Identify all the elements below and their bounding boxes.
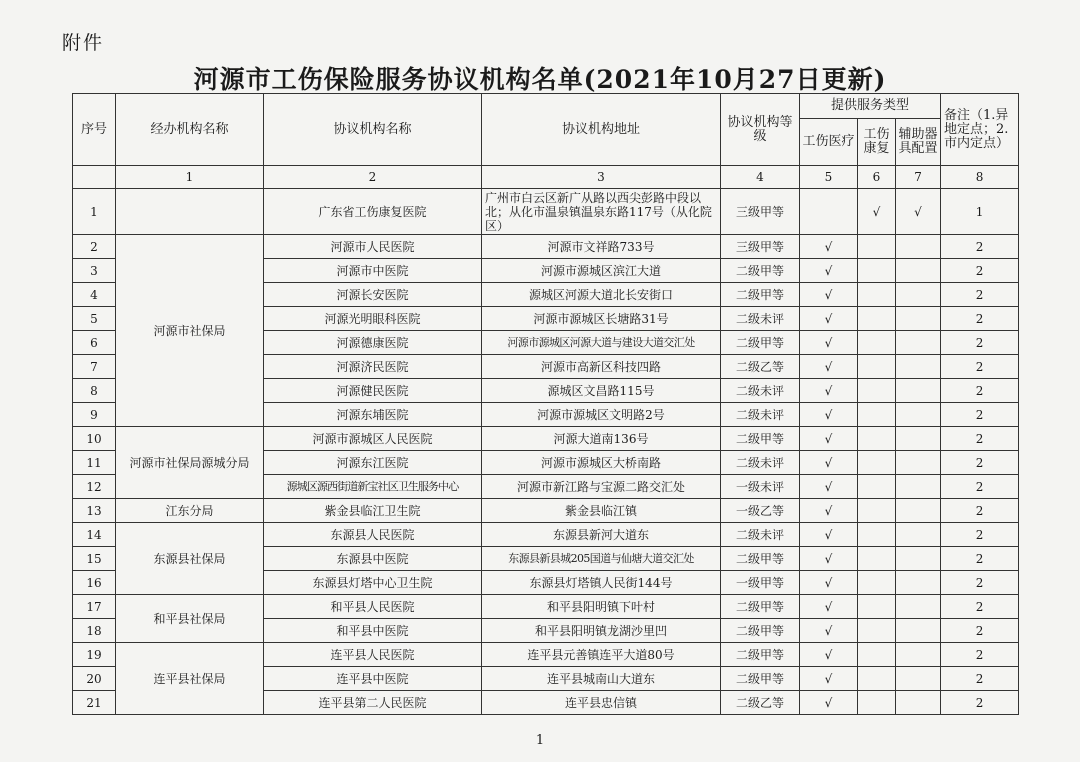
institution-address: 东源县新县城205国道与仙塘大道交汇处: [482, 547, 721, 571]
institution-address: 河源市源城区文明路2号: [482, 403, 721, 427]
institution-table: [72, 93, 1019, 715]
institution-level: 二级未评: [721, 379, 800, 403]
institution-address: 连平县城南山大道东: [482, 667, 721, 691]
institution-address: 广州市白云区新广从路以西尖彭路中段以北；从化市温泉镇温泉东路117号（从化院区）: [482, 189, 721, 235]
institution-name: 河源市人民医院: [264, 235, 482, 259]
note-value: 2: [941, 259, 1019, 283]
note-value: 2: [941, 643, 1019, 667]
agency-cell: 河源市社保局: [116, 235, 264, 427]
row-no: 13: [73, 499, 116, 523]
note-value: 2: [941, 403, 1019, 427]
institution-level: 一级乙等: [721, 499, 800, 523]
note-value: 2: [941, 619, 1019, 643]
institution-name: 连平县人民医院: [264, 643, 482, 667]
institution-address: 东源县灯塔镇人民街144号: [482, 571, 721, 595]
column-number: 7: [896, 166, 941, 189]
institution-name: 河源健民医院: [264, 379, 482, 403]
table-row: [73, 235, 1019, 259]
institution-level: 二级甲等: [721, 643, 800, 667]
header-address: 协议机构地址: [482, 94, 721, 166]
medical-check: √: [800, 235, 858, 259]
header-rehab: 工伤康复: [858, 119, 896, 166]
institution-level: 二级乙等: [721, 355, 800, 379]
row-no: 9: [73, 403, 116, 427]
institution-name: 源城区源西街道新宝社区卫生服务中心: [264, 475, 482, 499]
note-value: 2: [941, 427, 1019, 451]
medical-check: √: [800, 259, 858, 283]
column-number: 2: [264, 166, 482, 189]
note-value: 2: [941, 595, 1019, 619]
medical-check: √: [800, 451, 858, 475]
agency-cell: 和平县社保局: [116, 595, 264, 643]
agency-cell: 东源县社保局: [116, 523, 264, 595]
institution-level: 三级甲等: [721, 235, 800, 259]
attachment-label: 附件: [62, 32, 105, 54]
column-number: 4: [721, 166, 800, 189]
column-number: 6: [858, 166, 896, 189]
table-row: [73, 523, 1019, 547]
agency-cell: 连平县社保局: [116, 643, 264, 715]
row-no: 10: [73, 427, 116, 451]
agency-cell: [116, 189, 264, 235]
note-value: 2: [941, 691, 1019, 715]
institution-address: 紫金县临江镇: [482, 499, 721, 523]
medical-check: √: [800, 619, 858, 643]
institution-level: 二级甲等: [721, 667, 800, 691]
institution-name: 紫金县临江卫生院: [264, 499, 482, 523]
note-value: 2: [941, 499, 1019, 523]
institution-address: 河源市源城区大桥南路: [482, 451, 721, 475]
row-no: 6: [73, 331, 116, 355]
institution-address: 河源市高新区科技四路: [482, 355, 721, 379]
institution-level: 二级甲等: [721, 259, 800, 283]
row-no: 4: [73, 283, 116, 307]
institution-address: 源城区文昌路115号: [482, 379, 721, 403]
row-no: 11: [73, 451, 116, 475]
institution-name: 连平县第二人民医院: [264, 691, 482, 715]
institution-name: 河源市中医院: [264, 259, 482, 283]
row-no: 8: [73, 379, 116, 403]
institution-level: 一级未评: [721, 475, 800, 499]
institution-address: 河源市源城区长塘路31号: [482, 307, 721, 331]
note-value: 2: [941, 523, 1019, 547]
header-institution: 协议机构名称: [264, 94, 482, 166]
row-no: 3: [73, 259, 116, 283]
medical-check: √: [800, 499, 858, 523]
agency-cell: 江东分局: [116, 499, 264, 523]
header-agency: 经办机构名称: [116, 94, 264, 166]
medical-check: √: [800, 667, 858, 691]
note-value: 1: [941, 189, 1019, 235]
institution-address: 东源县新河大道东: [482, 523, 721, 547]
institution-level: 二级甲等: [721, 595, 800, 619]
note-value: 2: [941, 355, 1019, 379]
institution-name: 河源东江医院: [264, 451, 482, 475]
institution-name: 河源德康医院: [264, 331, 482, 355]
institution-level: 一级甲等: [721, 571, 800, 595]
institution-name: 和平县中医院: [264, 619, 482, 643]
institution-level: 二级甲等: [721, 619, 800, 643]
header-services-group: 提供服务类型: [800, 94, 941, 119]
institution-level: 二级甲等: [721, 331, 800, 355]
rehab-check: √: [858, 189, 896, 235]
row-no: 20: [73, 667, 116, 691]
medical-check: √: [800, 355, 858, 379]
medical-check: √: [800, 379, 858, 403]
institution-level: 二级甲等: [721, 283, 800, 307]
institution-name: 和平县人民医院: [264, 595, 482, 619]
institution-name: 河源济民医院: [264, 355, 482, 379]
page-number: 1: [535, 733, 545, 748]
row-no: 15: [73, 547, 116, 571]
note-value: 2: [941, 307, 1019, 331]
institution-level: 三级甲等: [721, 189, 800, 235]
table-row: [73, 643, 1019, 667]
row-no: 16: [73, 571, 116, 595]
institution-address: 连平县元善镇连平大道80号: [482, 643, 721, 667]
institution-address: 和平县阳明镇龙湖沙里凹: [482, 619, 721, 643]
note-value: 2: [941, 283, 1019, 307]
medical-check: √: [800, 403, 858, 427]
institution-name: 东源县人民医院: [264, 523, 482, 547]
header-medical: 工伤医疗: [800, 119, 858, 166]
header-level: 协议机构等级: [721, 94, 800, 166]
institution-name: 河源长安医院: [264, 283, 482, 307]
institution-address: 河源市文祥路733号: [482, 235, 721, 259]
institution-address: 连平县忠信镇: [482, 691, 721, 715]
note-value: 2: [941, 475, 1019, 499]
institution-level: 二级甲等: [721, 547, 800, 571]
table-row: [73, 595, 1019, 619]
institution-name: 东源县中医院: [264, 547, 482, 571]
column-number: 8: [941, 166, 1019, 189]
row-no: 14: [73, 523, 116, 547]
column-number: [73, 166, 116, 189]
institution-level: 二级乙等: [721, 691, 800, 715]
row-no: 17: [73, 595, 116, 619]
page-title: 河源市工伤保险服务协议机构名单(2021年10月27日更新): [193, 65, 887, 94]
row-no: 21: [73, 691, 116, 715]
institution-address: 源城区河源大道北长安街口: [482, 283, 721, 307]
institution-address: 河源市源城区河源大道与建设大道交汇处: [482, 331, 721, 355]
row-no: 12: [73, 475, 116, 499]
row-no: 2: [73, 235, 116, 259]
agency-cell: 河源市社保局源城分局: [116, 427, 264, 499]
note-value: 2: [941, 235, 1019, 259]
table-row: [73, 499, 1019, 523]
header-aid: 辅助器具配置: [896, 119, 941, 166]
institution-level: 二级未评: [721, 307, 800, 331]
medical-check: √: [800, 547, 858, 571]
institution-address: 和平县阳明镇下叶村: [482, 595, 721, 619]
note-value: 2: [941, 331, 1019, 355]
row-no: 5: [73, 307, 116, 331]
column-number: 1: [116, 166, 264, 189]
medical-check: [800, 189, 858, 235]
medical-check: √: [800, 523, 858, 547]
institution-address: 河源大道南136号: [482, 427, 721, 451]
institution-name: 河源光明眼科医院: [264, 307, 482, 331]
institution-level: 二级未评: [721, 523, 800, 547]
row-no: 19: [73, 643, 116, 667]
institution-name: 广东省工伤康复医院: [264, 189, 482, 235]
note-value: 2: [941, 379, 1019, 403]
note-value: 2: [941, 667, 1019, 691]
column-number: 5: [800, 166, 858, 189]
medical-check: √: [800, 475, 858, 499]
institution-name: 连平县中医院: [264, 667, 482, 691]
medical-check: √: [800, 571, 858, 595]
column-number: 3: [482, 166, 721, 189]
medical-check: √: [800, 331, 858, 355]
institution-name: 东源县灯塔中心卫生院: [264, 571, 482, 595]
institution-name: 河源市源城区人民医院: [264, 427, 482, 451]
row-no: 1: [73, 189, 116, 235]
header-note: 备注（1.异地定点；2.市内定点）: [941, 94, 1019, 166]
row-no: 7: [73, 355, 116, 379]
medical-check: √: [800, 595, 858, 619]
institution-level: 二级未评: [721, 403, 800, 427]
note-value: 2: [941, 547, 1019, 571]
row-no: 18: [73, 619, 116, 643]
medical-check: √: [800, 283, 858, 307]
institution-address: 河源市源城区滨江大道: [482, 259, 721, 283]
note-value: 2: [941, 451, 1019, 475]
medical-check: √: [800, 307, 858, 331]
aid-check: √: [896, 189, 941, 235]
table-row: [73, 189, 1019, 235]
medical-check: √: [800, 643, 858, 667]
institution-name: 河源东埔医院: [264, 403, 482, 427]
institution-address: 河源市新江路与宝源二路交汇处: [482, 475, 721, 499]
institution-level: 二级甲等: [721, 427, 800, 451]
medical-check: √: [800, 427, 858, 451]
table-row: [73, 427, 1019, 451]
institution-level: 二级未评: [721, 451, 800, 475]
header-seq: 序号: [73, 94, 116, 166]
note-value: 2: [941, 571, 1019, 595]
medical-check: √: [800, 691, 858, 715]
